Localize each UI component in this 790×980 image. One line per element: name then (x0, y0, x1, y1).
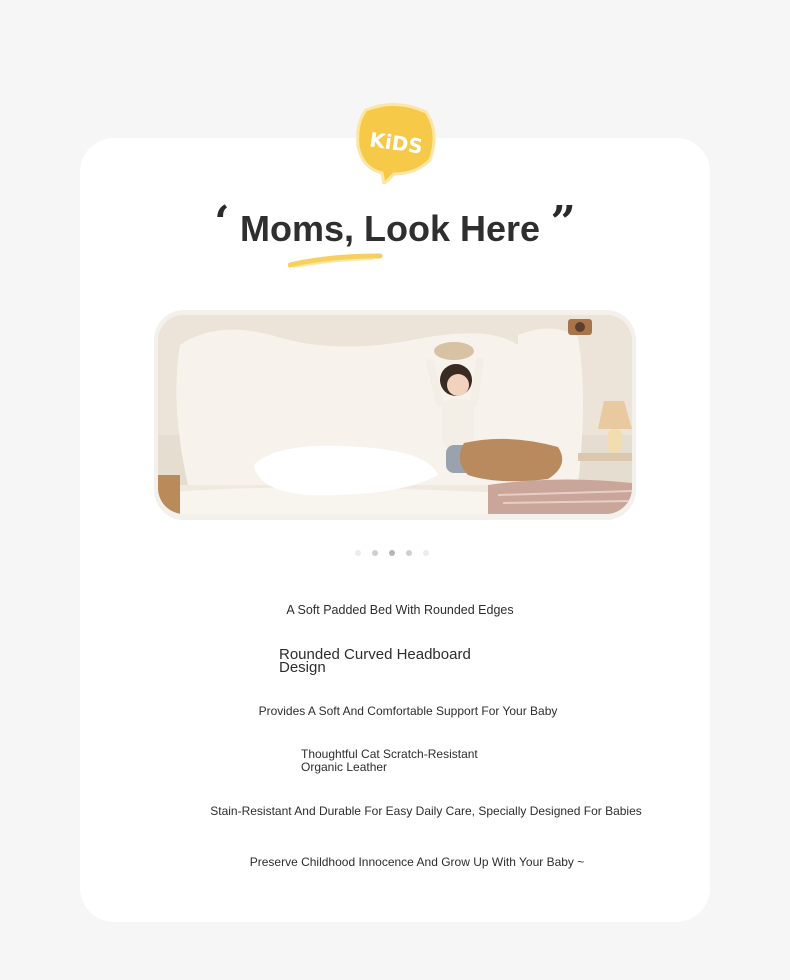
carousel-dot[interactable] (355, 550, 361, 556)
close-quote: ” (550, 197, 576, 248)
carousel-dot[interactable] (372, 550, 378, 556)
feature-line-3: Provides A Soft And Comfortable Support For Your Baby (258, 704, 558, 718)
feature-line-4: Thoughtful Cat Scratch-Resistant Organic Leather (301, 747, 478, 774)
carousel-dot[interactable] (423, 550, 429, 556)
carousel-dot-active[interactable] (389, 550, 395, 556)
feature-line-5: Stain-Resistant And Durable For Easy Daily Care, Specially Designed For Babies (210, 804, 642, 818)
hero-image[interactable] (158, 315, 632, 514)
feature-line-2: Rounded Curved Headboard Design (279, 646, 471, 676)
highlight-stroke-icon (288, 252, 388, 275)
page-title: Moms, Look Here (239, 208, 541, 249)
headline (0, 197, 790, 250)
open-quote: ‘ (214, 197, 230, 248)
carousel-dots[interactable] (355, 550, 429, 556)
badge-text: KiDS (368, 127, 425, 159)
carousel-dot[interactable] (406, 550, 412, 556)
feature-line-6: Preserve Childhood Innocence And Grow Up With Your Baby ~ (249, 855, 585, 869)
kids-badge-icon (354, 102, 438, 184)
feature-line-1: A Soft Padded Bed With Rounded Edges (286, 603, 514, 617)
